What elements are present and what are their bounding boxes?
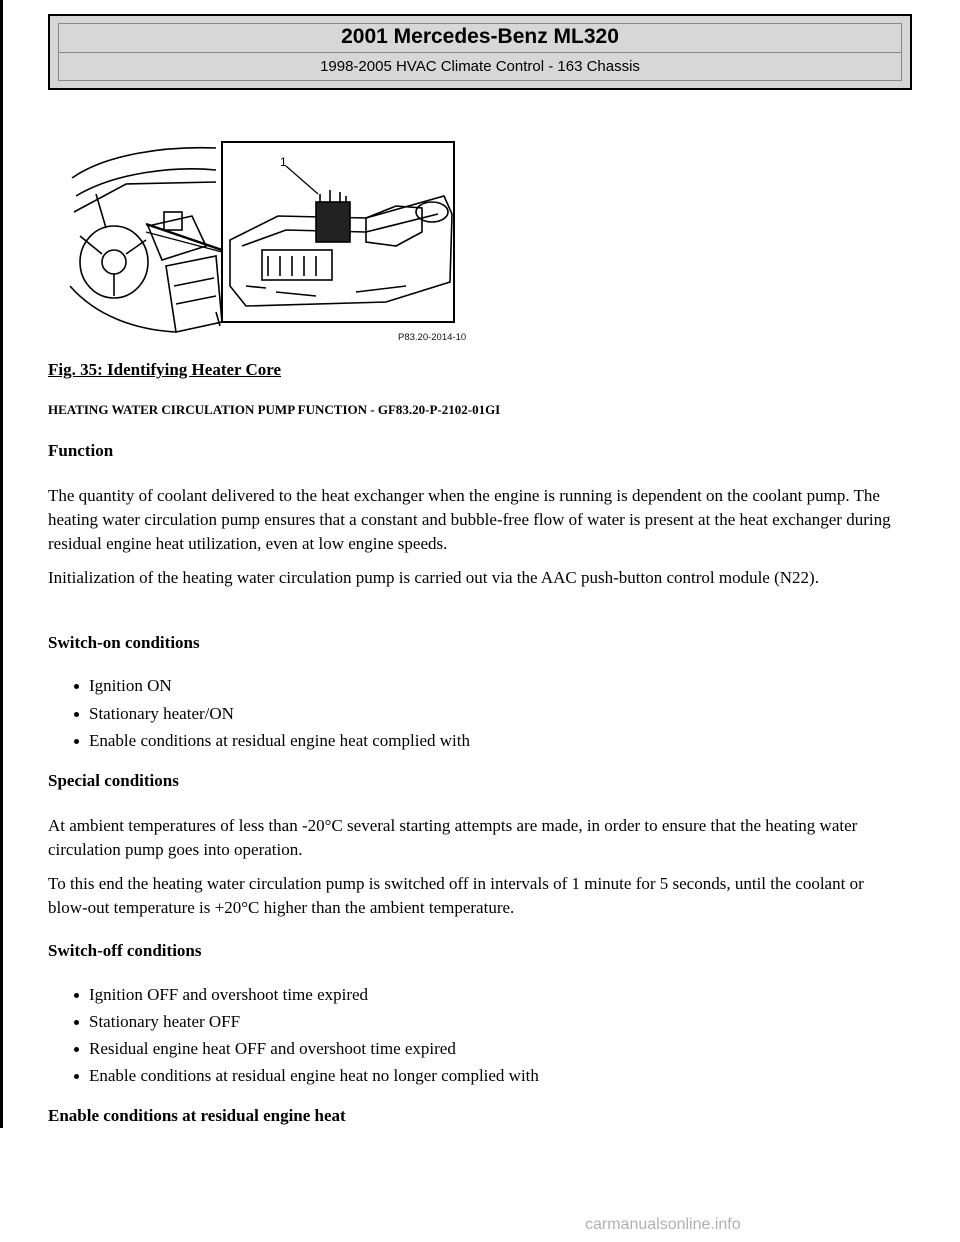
switch-off-item: Ignition OFF and overshoot time expired bbox=[74, 985, 368, 1005]
figure-callout-label: 1 bbox=[280, 155, 287, 169]
header-title: 2001 Mercedes-Benz ML320 bbox=[341, 25, 619, 48]
special-conditions-paragraph-2: To this end the heating water circulation pump is switched off in intervals of 1 minute for 5 seconds, until the coolant or blow-out temperature is +20°C higher than the ambient temperature. bbox=[48, 874, 864, 917]
header-divider bbox=[59, 52, 901, 53]
enable-conditions-heading: Enable conditions at residual engine heat bbox=[48, 1106, 346, 1125]
switch-off-item: Residual engine heat OFF and overshoot time expired bbox=[74, 1039, 456, 1059]
switch-off-heading: Switch-off conditions bbox=[48, 941, 202, 960]
heater-core-figure bbox=[66, 136, 476, 350]
switch-off-item: Enable conditions at residual engine heat no longer complied with bbox=[74, 1066, 539, 1086]
figure-code: P83.20-2014-10 bbox=[398, 332, 467, 343]
function-paragraph-2: Initialization of the heating water circulation pump is carried out via the AAC push-button control module (N22). bbox=[48, 568, 819, 587]
switch-on-item: Ignition ON bbox=[74, 676, 172, 696]
section-title: HEATING WATER CIRCULATION PUMP FUNCTION - GF83.20-P-2102-01GI bbox=[48, 402, 501, 417]
switch-on-item: Stationary heater/ON bbox=[74, 704, 234, 724]
left-margin-rule bbox=[0, 0, 3, 1128]
figure-caption: Fig. 35: Identifying Heater Core bbox=[48, 360, 282, 379]
function-paragraph-1: The quantity of coolant delivered to the heat exchanger when the engine is running is dependent on the coolant pump. The heating water circulation pump ensures that a constant and bubble-free flow of water is present at the heat exchanger during residual engine heat utilization, even at low engine speeds. bbox=[48, 486, 891, 553]
function-heading: Function bbox=[48, 441, 114, 460]
special-conditions-heading: Special conditions bbox=[48, 771, 179, 790]
header-subtitle: 1998-2005 HVAC Climate Control - 163 Chassis bbox=[320, 58, 640, 75]
switch-off-item: Stationary heater OFF bbox=[74, 1012, 240, 1032]
header-inner-frame bbox=[58, 23, 902, 81]
switch-on-item: Enable conditions at residual engine heat complied with bbox=[74, 731, 470, 751]
special-conditions-paragraph-1: At ambient temperatures of less than -20°C several starting attempts are made, in order to ensure that the heating water circulation pump goes into operation. bbox=[48, 816, 858, 859]
document-header bbox=[48, 14, 912, 90]
switch-on-heading: Switch-on conditions bbox=[48, 633, 200, 652]
watermark: carmanualsonline.info bbox=[585, 1216, 741, 1233]
